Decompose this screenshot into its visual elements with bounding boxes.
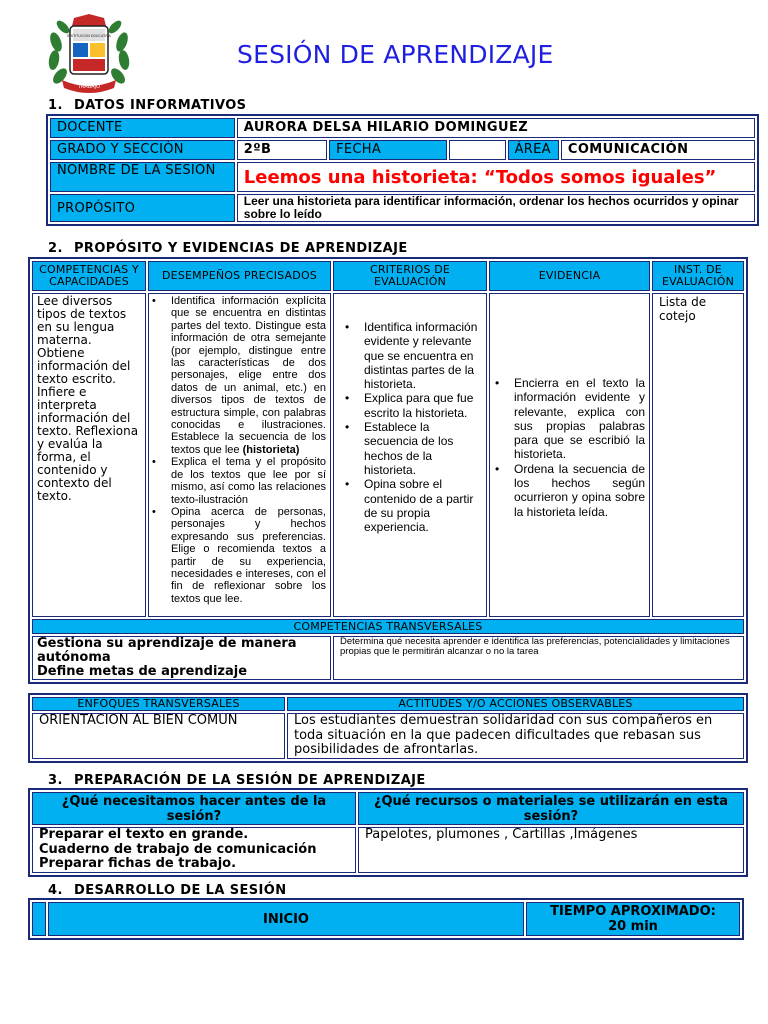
section-4-heading: 4. DESARROLLO DE LA SESIÓN: [48, 883, 287, 898]
tiempo-label: TIEMPO APROXIMADO:: [550, 904, 716, 919]
transversal-desempeno-cell: Determina qué necesita aprender e identifica las preferencias, potencialidades y limitaciones propias que le permitirán alcanzar o no la tarea: [333, 636, 744, 680]
section-3-heading: 3. PREPARACIÓN DE LA SESIÓN DE APRENDIZAJE: [48, 773, 426, 788]
enfoques-header: ENFOQUES TRANSVERSALES: [32, 697, 285, 711]
competencias-cell: Lee diversos tipos de textos en su lengua materna. Obtiene información del texto escrito. Infiere e interpreta información del texto. Reflexiona y evalúa la forma, el contenido y contexto del texto.: [32, 293, 146, 617]
inicio-label: INICIO: [48, 902, 524, 936]
preparacion-table: [28, 788, 748, 877]
area-value: COMUNICACIÓN: [561, 140, 755, 160]
instrumento-cell: Lista de cotejo: [652, 293, 744, 617]
desarrollo-table: [28, 898, 744, 940]
evidencias-table: [28, 257, 748, 684]
antes-cell: [32, 827, 356, 873]
school-crest-logo: [46, 12, 132, 96]
desempeno-item: • Opina acerca de personas, personajes y hechos expresando sus preferencias. Elige o recomienda textos a partir de su experiencia, necesidades e intereses, con el fin de reflexionar sobre los textos que lee.: [149, 506, 326, 605]
fecha-value: [449, 140, 505, 160]
antes-item: Preparar fichas de trabajo.: [39, 856, 237, 871]
evidencia-cell: [489, 293, 650, 617]
evidencia-item: • Ordena la secuencia de los hechos según ocurrieron y opina sobre la historieta leída.: [492, 462, 645, 519]
grado-value: 2ºB: [237, 140, 327, 160]
grado-label: GRADO Y SECCIÓN: [50, 140, 235, 160]
criterios-cell: [333, 293, 487, 617]
question-recursos: ¿Qué recursos o materiales se utilizarán en esta sesión?: [358, 792, 744, 825]
actitudes-value: Los estudiantes demuestran solidaridad con sus compañeros en toda situación en la que padecen dificultades que rebasan sus posibilidades de afrontarlas.: [287, 713, 744, 759]
col-header-criterios: CRITERIOS DE EVALUACIÓN: [333, 261, 487, 291]
evidencia-item: • Encierra en el texto la información evidente y relevante, explica con sus propias palabras para que se escribió la historieta.: [492, 376, 645, 462]
section-2-heading: 2. PROPÓSITO Y EVIDENCIAS DE APRENDIZAJE: [48, 241, 408, 256]
docente-label: DOCENTE: [50, 118, 235, 138]
criterio-item: • Identifica información evidente y relevante que se encuentra en distintas partes de la historieta.: [342, 320, 480, 391]
page-title: SESIÓN DE APRENDIZAJE: [237, 40, 554, 69]
criterio-item: • Explica para que fue escrito la historieta.: [342, 391, 480, 420]
transversal-competencia-cell: [32, 636, 331, 680]
enfoques-table: [28, 693, 748, 763]
nombre-sesion-value: Leemos una historieta: “Todos somos iguales”: [237, 162, 755, 192]
docente-value: AURORA DELSA HILARIO DOMINGUEZ: [237, 118, 755, 138]
antes-item: Preparar el texto en grande.: [39, 827, 249, 842]
desempeno-item: • Explica el tema y el propósito de los textos que lee por sí mismo, así como las relaciones texto-ilustración: [149, 456, 326, 506]
col-header-desempenos: DESEMPEÑOS PRECISADOS: [148, 261, 331, 291]
desempenos-cell: [148, 293, 331, 617]
tiempo-value: 20 min: [608, 919, 658, 934]
inicio-side-cell: [32, 902, 46, 936]
nombre-sesion-label: NOMBRE DE LA SESIÓN: [50, 162, 235, 192]
desempeno-item: • Identifica información explícita que se encuentra en distintas partes del texto. Distingue esta información de otra semejante (por ejemplo, distingue entre las características de dos personajes, elige entre dos datos de un animal, etc.) en diversos tipos de textos de estructura simple, con palabras conocidas e ilustraciones. Establece la secuencia de los textos que lee (historieta): [149, 295, 326, 456]
fecha-label: FECHA: [329, 140, 447, 160]
transversal-competencia: Gestiona su aprendizaje de manera autónoma: [37, 636, 297, 665]
col-header-instrumento: INST. DE EVALUACIÓN: [652, 261, 744, 291]
transversal-capacidad: Define metas de aprendizaje: [37, 664, 248, 679]
tiempo-cell: [526, 902, 740, 936]
criterio-item: • Establece la secuencia de los hechos de la historieta.: [342, 420, 480, 477]
datos-informativos-table: [46, 114, 759, 226]
svg-text:INSTITUCIÓN EDUCATIVA: INSTITUCIÓN EDUCATIVA: [67, 34, 111, 38]
proposito-value: Leer una historieta para identificar información, ordenar los hechos ocurridos y opinar sobre lo leído: [237, 194, 755, 222]
area-label: ÁREA: [508, 140, 559, 160]
col-header-evidencia: EVIDENCIA: [489, 261, 650, 291]
recursos-cell: Papelotes, plumones , Cartillas ,Imágenes: [358, 827, 744, 873]
antes-item: Cuaderno de trabajo de comunicación: [39, 841, 317, 857]
section-1-heading: 1. DATOS INFORMATIVOS: [48, 98, 247, 113]
criterio-item: • Opina sobre el contenido de a partir de su propia experiencia.: [342, 477, 480, 534]
col-header-competencias: COMPETENCIAS Y CAPACIDADES: [32, 261, 146, 291]
actitudes-header: ACTITUDES Y/O ACCIONES OBSERVABLES: [287, 697, 744, 711]
competencias-transversales-header: COMPETENCIAS TRANSVERSALES: [32, 619, 744, 634]
proposito-label: PROPÓSITO: [50, 194, 235, 222]
enfoque-value: ORIENTACIÓN AL BIEN COMÚN: [32, 713, 285, 759]
svg-text:TRABAJO: TRABAJO: [77, 84, 101, 90]
question-antes: ¿Qué necesitamos hacer antes de la sesión?: [32, 792, 356, 825]
